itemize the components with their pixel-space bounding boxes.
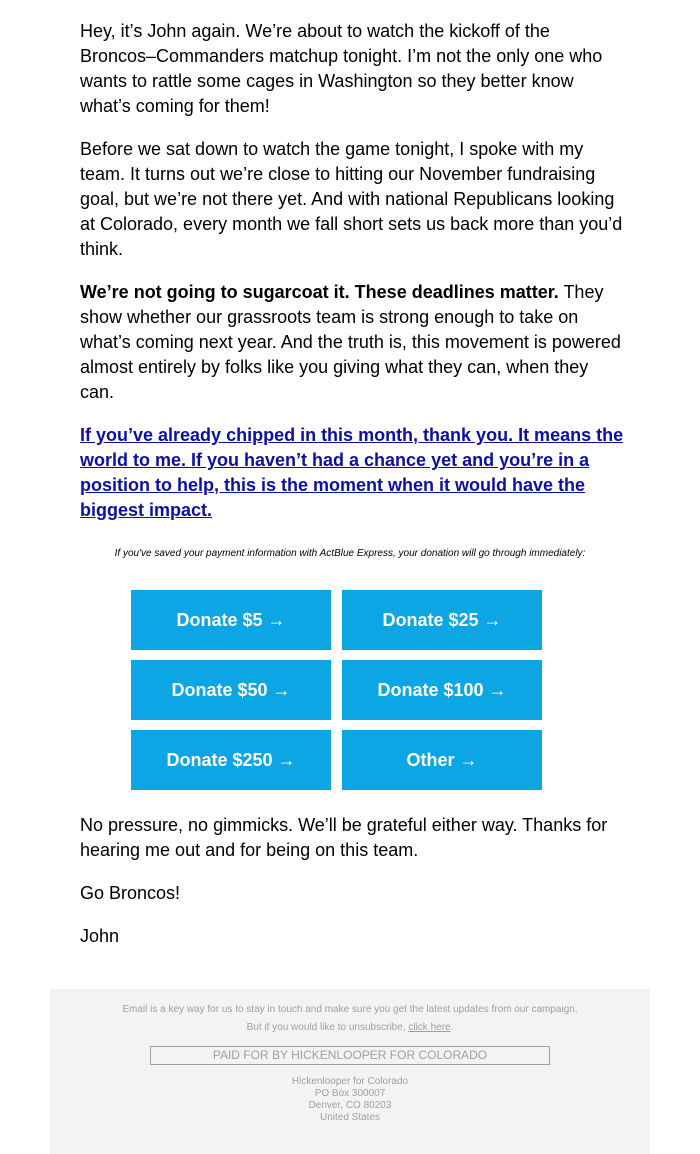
footer-text-end: . xyxy=(450,1022,454,1033)
footer-unsubscribe-text xyxy=(120,1001,580,1037)
cta-donate-link[interactable]: If you’ve already chipped in this month, thank you. It means the world to me. If you haven’t had a chance yet and you’re in a position to help, this is the moment when it would have the biggest impact. xyxy=(80,425,624,520)
deadline-paragraph xyxy=(80,280,625,405)
signature: John xyxy=(80,926,120,946)
cta-paragraph xyxy=(80,423,625,523)
donate-250-button[interactable]: Donate $250 → xyxy=(131,730,331,790)
donate-button-grid xyxy=(131,590,542,790)
deadline-rest-text: They show whether our grassroots team is strong enough to take on what’s coming next year. And the truth is, this movement is powered almost entirely by folks like you giving what they can, when they can. xyxy=(80,282,621,402)
donate-50-button[interactable]: Donate $50 → xyxy=(131,660,331,720)
team-update-paragraph: Before we sat down to watch the game tonight, I spoke with my team. It turns out we’re close to hitting our November fundraising goal, but we’re not there yet. And with national Republicans looking at Colorado, every month we fall short sets us back more than you’d think. xyxy=(80,139,623,259)
email-footer xyxy=(50,989,650,1154)
go-broncos-line: Go Broncos! xyxy=(80,883,181,903)
intro-paragraph: Hey, it’s John again. We’re about to watch the kickoff of the Broncos–Commanders matchup tonight. I’m not the only one who wants to rattle some cages in Washington so they better know what’s coming for them! xyxy=(80,21,603,116)
address-city: Denver, CO 80203 xyxy=(308,1100,392,1111)
address-org: Hickenlooper for Colorado xyxy=(291,1076,409,1087)
footer-text: Email is a key way for us to stay in touch and make sure you get the latest updates from our campaign. But if you would like to unsubscribe, xyxy=(122,1004,578,1033)
actblue-express-note: If you've saved your payment information with ActBlue Express, your donation will go through immediately: xyxy=(114,548,586,559)
donate-other-button[interactable]: Other → xyxy=(342,730,542,790)
mailing-address xyxy=(50,1076,650,1124)
donate-100-button[interactable]: Donate $100 → xyxy=(342,660,542,720)
address-country: United States xyxy=(319,1112,381,1123)
email-body xyxy=(80,19,625,543)
closing-section xyxy=(80,813,625,967)
paid-for-disclaimer: PAID FOR BY HICKENLOOPER FOR COLORADO xyxy=(150,1046,550,1065)
donate-5-button[interactable]: Donate $5 → xyxy=(131,590,331,650)
address-po-box: PO Box 300007 xyxy=(314,1088,386,1099)
closing-paragraph: No pressure, no gimmicks. We’ll be grateful either way. Thanks for hearing me out and for being on this team. xyxy=(80,815,608,860)
donate-25-button[interactable]: Donate $25 → xyxy=(342,590,542,650)
deadline-bold-text: We’re not going to sugarcoat it. These deadlines matter. xyxy=(80,282,559,302)
unsubscribe-link[interactable]: click here xyxy=(408,1022,451,1033)
